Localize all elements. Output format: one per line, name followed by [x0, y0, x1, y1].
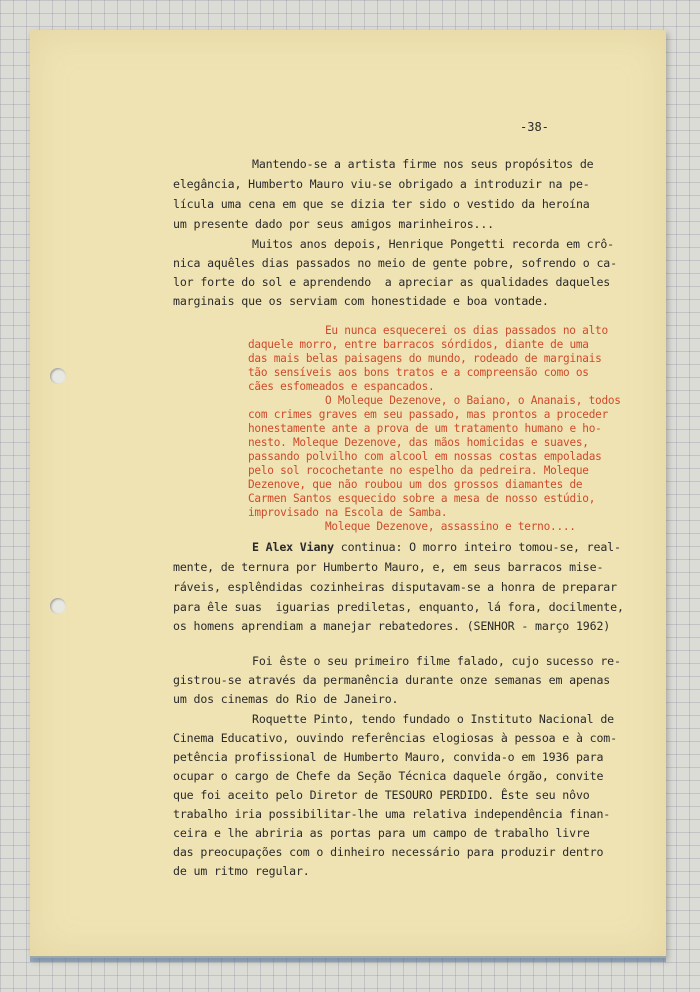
para2-line-3: lor forte do sol e aprendendo a apreciar as qualidades daqueles	[173, 275, 611, 289]
para5-line-6: trabalho iria possibilitar-lhe uma relativa independência finan-	[173, 807, 611, 821]
quote-line-8: honestamente ante a prova de um tratamento humano e ho-	[248, 422, 602, 435]
quote-line-1: Eu nunca esquecerei os dias passados no alto	[325, 324, 608, 337]
para3-line-2: mente, de ternura por Humberto Mauro, e, em seus barracos mise-	[173, 560, 604, 574]
quote-line-10: passando polvilho com alcool em nossas costas empoladas	[248, 450, 602, 463]
speaker-name: E Alex Viany	[252, 540, 334, 554]
quote-line-5: cães esfomeados e espancados.	[248, 380, 435, 393]
para3-line-1-rest: continua: O morro inteiro tomou-se, real-	[333, 540, 621, 554]
page-number: -38-	[520, 120, 549, 134]
para5-line-7: ceira e lhe abriria as portas para um campo de trabalho livre	[173, 826, 590, 840]
para3-line-1	[252, 538, 621, 557]
para5-line-4: ocupar o cargo de Chefe da Seção Técnica daquele órgão, convite	[173, 769, 604, 783]
quote-line-12: Dezenove, que não roubou um dos grossos diamantes de	[248, 478, 583, 491]
quote-line-6: O Moleque Dezenove, o Baiano, o Ananais, todos	[325, 394, 621, 407]
para4-line-1: Foi êste o seu primeiro filme falado, cujo sucesso re-	[252, 654, 621, 668]
quote-line-3: das mais belas paisagens do mundo, rodeado de marginais	[248, 352, 602, 365]
para5-line-1: Roquette Pinto, tendo fundado o Instituto Nacional de	[252, 712, 614, 726]
para5-line-5: que foi aceito pelo Diretor de TESOURO PERDIDO. Êste seu nôvo	[173, 788, 590, 802]
para1-line-3: lícula uma cena em que se dizia ter sido o vestido da heroína	[173, 197, 590, 211]
page-edge-shadow	[30, 956, 666, 962]
para4-line-3: um dos cinemas do Rio de Janeiro.	[173, 692, 399, 706]
quote-line-7: com crimes graves em seu passado, mas prontos a proceder	[248, 408, 609, 421]
para1-line-1: Mantendo-se a artista firme nos seus propósitos de	[252, 157, 594, 171]
para5-line-2: Cinema Educativo, ouvindo referências elogiosas à pessoa e à com-	[173, 731, 617, 745]
para3-line-3: ráveis, esplêndidas cozinheiras disputavam-se a honra de preparar	[173, 580, 617, 594]
para5-line-3: petência profissional de Humberto Mauro, convida-o em 1936 para	[173, 750, 604, 764]
para1-line-4: um presente dado por seus amigos marinheiros...	[173, 217, 495, 231]
quote-line-13: Carmen Santos esquecido sobre a mesa de nosso estúdio,	[248, 492, 596, 505]
para2-line-1: Muitos anos depois, Henrique Pongetti recorda em crô-	[252, 237, 614, 251]
para5-line-9: de um ritmo regular.	[173, 864, 310, 878]
para4-line-2: gistrou-se através da permanência durante onze semanas em apenas	[173, 673, 611, 687]
punch-hole-bottom	[50, 598, 66, 614]
para1-line-2: elegância, Humberto Mauro viu-se obrigado a introduzir na pe-	[173, 177, 590, 191]
punch-hole-top	[50, 368, 66, 384]
para2-line-2: nica aquêles dias passados no meio de gente pobre, sofrendo o ca-	[173, 256, 617, 270]
para3-line-5: os homens aprendiam a manejar rebatedores. (SENHOR - março 1962)	[173, 619, 611, 633]
para5-line-8: das preocupações com o dinheiro necessário para produzir dentro	[173, 845, 604, 859]
para3-line-4: para êle suas iguarias prediletas, enquanto, lá fora, docilmente,	[173, 600, 624, 614]
para2-line-4: marginais que os serviam com honestidade e boa vontade.	[173, 294, 549, 308]
quote-line-4: tão sensíveis aos bons tratos e a compreensão como os	[248, 366, 589, 379]
quote-line-11: pelo sol rocochetante no espelho da pedreira. Moleque	[248, 464, 589, 477]
quote-line-15: Moleque Dezenove, assassino e terno....	[325, 520, 576, 533]
quote-line-9: nesto. Moleque Dezenove, das mãos homicidas e suaves,	[248, 436, 589, 449]
quote-line-2: daquele morro, entre barracos sórdidos, diante de uma	[248, 338, 589, 351]
quote-line-14: improvisado na Escola de Samba.	[248, 506, 448, 519]
